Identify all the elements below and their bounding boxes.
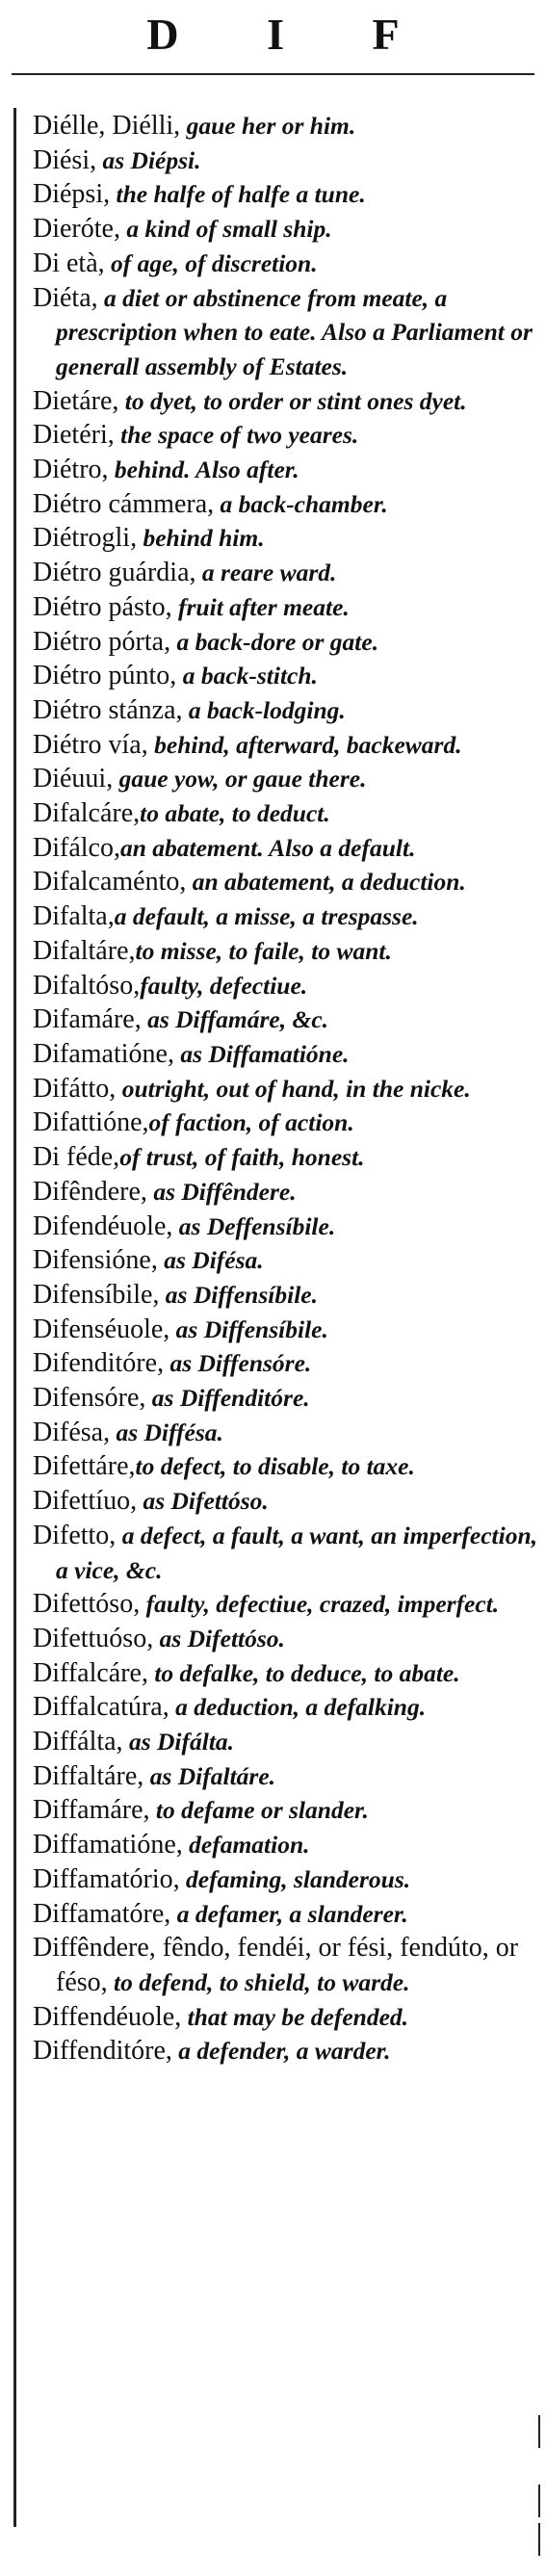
entry-definition: behind, afterward, backeward.	[147, 730, 462, 759]
right-margin-mark	[538, 2485, 546, 2517]
entry-definition: defaming, slanderous.	[179, 1864, 411, 1893]
dictionary-entry	[33, 556, 538, 590]
dictionary-entry	[33, 1140, 538, 1175]
entry-definition: as Difaltáre.	[143, 1761, 276, 1790]
dictionary-entry	[33, 1793, 538, 1828]
right-margin-mark	[538, 2415, 546, 2448]
dictionary-entry	[33, 1690, 538, 1725]
dictionary-entry	[33, 453, 538, 487]
dictionary-entry	[33, 1416, 538, 1450]
entry-headword: Difálco,	[33, 832, 120, 863]
dictionary-entry	[33, 1210, 538, 1244]
entry-definition: faulty, defectiue, crazed, imperfect.	[140, 1590, 500, 1619]
entry-definition: to misse, to faile, to want.	[135, 936, 392, 965]
entry-definition: of faction, of action.	[148, 1108, 354, 1137]
dictionary-entry	[33, 1622, 538, 1656]
entry-headword: Diffamatório,	[33, 1863, 180, 1894]
dictionary-entry	[33, 1897, 538, 1932]
dictionary-entry	[33, 521, 538, 556]
dictionary-entry	[33, 1449, 538, 1484]
dictionary-entry	[33, 247, 538, 281]
entry-definition: as Difésa.	[157, 1246, 264, 1275]
entry-headword: Difettóso,	[33, 1589, 141, 1620]
entry-headword: Di féde,	[33, 1142, 120, 1173]
entry-headword: Diétro vía,	[33, 729, 148, 760]
entry-headword: Difamatióne,	[33, 1038, 174, 1069]
entry-headword: Difenditóre,	[33, 1348, 165, 1379]
entry-definition: behind him.	[137, 524, 265, 553]
entry-headword: Difettáre,	[33, 1451, 136, 1482]
entry-definition: as Difettóso.	[137, 1487, 269, 1516]
dictionary-entry	[33, 2034, 538, 2069]
entry-headword: Difaltóso,	[33, 970, 141, 1001]
dictionary-entry	[33, 625, 538, 660]
entry-headword: Diéuui,	[33, 764, 114, 794]
dictionary-entry	[33, 1072, 538, 1106]
entry-headword: Difensióne,	[33, 1245, 158, 1276]
dictionary-entry	[33, 693, 538, 728]
entry-definition: as Diffenditóre.	[145, 1384, 310, 1413]
dictionary-entry	[33, 728, 538, 763]
entry-headword: Difaltáre,	[33, 935, 136, 966]
dictionary-entry	[33, 969, 538, 1003]
entry-definition: a defect, a fault, a want, an imperfection, a vice, &c.	[56, 1521, 538, 1584]
entry-definition: a deduction, a defalking.	[169, 1693, 427, 1722]
entry-definition: as Diffésa.	[110, 1418, 223, 1446]
entry-headword: Difalcaménto,	[33, 867, 187, 898]
entry-definition: as Diépsi.	[96, 145, 201, 174]
dictionary-entry	[33, 590, 538, 625]
entry-headword: Difátto,	[33, 1073, 117, 1104]
entry-definition: a back-stitch.	[176, 662, 318, 690]
dictionary-entry	[33, 762, 538, 796]
entry-headword: Diffamatóre,	[33, 1898, 171, 1929]
entry-definition: as Difettóso.	[153, 1624, 285, 1652]
entry-headword: Difalta,	[33, 901, 115, 932]
dictionary-entry	[33, 143, 538, 178]
entry-definition: the space of two yeares.	[114, 421, 359, 450]
entry-headword: Diétro,	[33, 455, 109, 485]
dictionary-entry	[33, 796, 538, 831]
entry-headword: Diési,	[33, 144, 97, 175]
dictionary-entry	[33, 384, 538, 419]
dictionary-entry	[33, 281, 538, 384]
entry-headword: Diffalcáre,	[33, 1657, 148, 1688]
left-column-rule	[13, 108, 16, 2527]
entry-headword: Diétro stánza,	[33, 694, 183, 725]
entry-definition: to abate, to deduct.	[140, 799, 330, 828]
entry-definition: of age, of discretion.	[104, 248, 318, 277]
entry-headword: Diétrogli,	[33, 523, 138, 554]
dictionary-entry	[33, 1587, 538, 1622]
entry-definition: as Diffensóre.	[164, 1349, 312, 1378]
entry-headword: Diétro cámmera,	[33, 488, 215, 519]
entry-definition: as Diffamáre, &c.	[141, 1005, 329, 1034]
dictionary-entry	[33, 177, 538, 212]
entry-definition: outright, out of hand, in the nicke.	[116, 1074, 471, 1103]
dictionary-entry	[33, 1656, 538, 1691]
entry-headword: Diétro púnto,	[33, 661, 177, 691]
dictionary-entry	[33, 2000, 538, 2035]
entry-definition: as Diffensíbile.	[159, 1280, 318, 1309]
dictionary-entry	[33, 1346, 538, 1381]
dictionary-entry	[33, 109, 538, 143]
entry-definition: a defamer, a slanderer.	[170, 1899, 408, 1928]
entry-definition: to defect, to disable, to taxe.	[135, 1452, 415, 1481]
entry-headword: Diffêndere, fêndo, fendéi, or fési, fendúto, or féso,	[33, 1933, 519, 1997]
entry-definition: as Diffensíbile.	[169, 1314, 328, 1343]
entry-headword: Diélle, Diélli,	[33, 111, 181, 141]
entry-headword: Difettuóso,	[33, 1623, 154, 1653]
dictionary-entry	[33, 899, 538, 934]
dictionary-entry	[33, 418, 538, 453]
dictionary-entry	[33, 1759, 538, 1794]
entry-definition: to dyet, to order or stint ones dyet.	[118, 386, 467, 415]
header-rule	[12, 73, 534, 75]
entry-headword: Diffamatióne,	[33, 1830, 183, 1860]
entry-headword: Difêndere,	[33, 1176, 147, 1207]
dictionary-entry	[33, 865, 538, 899]
entry-definition: the halfe of halfe a tune.	[110, 180, 366, 209]
dictionary-entry	[33, 1002, 538, 1037]
entry-definition: a diet or abstinence from meate, a prescription when to eate. Also a Parliament or generall assembly of Estates.	[56, 283, 533, 380]
entry-headword: Difetto,	[33, 1520, 117, 1550]
entry-headword: Difamáre,	[33, 1004, 142, 1035]
entry-definition: gaue yow, or gaue there.	[113, 765, 367, 794]
entry-definition: to defame or slander.	[149, 1796, 369, 1825]
entry-headword: Diffaltáre,	[33, 1760, 144, 1791]
entry-headword: Difendéuole,	[33, 1210, 173, 1241]
dictionary-entry	[33, 1725, 538, 1759]
entry-headword: Diffendéuole,	[33, 2001, 182, 2032]
entry-definition: an abatement. Also a default.	[119, 833, 416, 862]
entry-headword: Di età,	[33, 247, 105, 278]
entry-definition: a default, a misse, a trespasse.	[114, 902, 419, 931]
entry-definition: a back-dore or gate.	[170, 627, 379, 656]
entry-definition: a back-chamber.	[214, 489, 388, 518]
entry-definition: to defend, to shield, to warde.	[107, 1967, 410, 1996]
entry-headword: Dietáre,	[33, 385, 119, 416]
entry-headword: Difattióne,	[33, 1107, 149, 1138]
entry-headword: Difensíbile,	[33, 1279, 160, 1310]
entry-definition: of trust, of faith, honest.	[119, 1143, 365, 1172]
entry-headword: Diffenditóre,	[33, 2036, 172, 2067]
entry-definition: a defender, a warder.	[171, 2037, 391, 2066]
dictionary-entry	[33, 1862, 538, 1897]
entry-definition: fruit after meate.	[171, 592, 350, 621]
dictionary-entry	[33, 1106, 538, 1140]
dictionary-entry	[33, 1175, 538, 1210]
dictionary-entry	[33, 659, 538, 693]
entry-headword: Diffálta,	[33, 1727, 123, 1757]
entry-definition: as Deffensíbile.	[172, 1211, 336, 1240]
entry-headword: Dieróte,	[33, 214, 120, 245]
entry-headword: Diétro pásto,	[33, 591, 172, 622]
page-header	[0, 0, 546, 67]
page-title: D I F	[146, 9, 438, 59]
entry-headword: Difensóre,	[33, 1383, 146, 1414]
entry-headword: Difésa,	[33, 1417, 111, 1447]
dictionary-entry	[33, 1313, 538, 1347]
entry-definition: as Diffêndere.	[146, 1177, 297, 1206]
entry-headword: Diffalcatúra,	[33, 1692, 169, 1723]
dictionary-entry	[33, 1037, 538, 1072]
dictionary-entry	[33, 212, 538, 247]
dictionary-entry	[33, 1243, 538, 1278]
entry-headword: Diétro pórta,	[33, 626, 171, 657]
entry-definition: to defalke, to deduce, to abate.	[147, 1658, 460, 1687]
entry-headword: Diffamáre,	[33, 1795, 150, 1826]
entry-headword: Difettíuo,	[33, 1486, 138, 1517]
entry-headword: Difenséuole,	[33, 1314, 170, 1344]
dictionary-entries	[33, 109, 538, 2069]
entry-definition: gaue her or him.	[180, 112, 356, 140]
entry-definition: a kind of small ship.	[119, 215, 332, 244]
dictionary-entry	[33, 1828, 538, 1862]
dictionary-entry	[33, 934, 538, 969]
entry-definition: behind. Also after.	[108, 455, 299, 484]
entry-headword: Diéta,	[33, 282, 98, 313]
entry-definition: a back-lodging.	[182, 695, 346, 724]
entry-definition: as Difálta.	[122, 1728, 235, 1756]
entry-definition: faulty, defectiue.	[140, 971, 308, 1000]
right-margin-mark	[538, 2523, 546, 2556]
entry-headword: Diépsi,	[33, 179, 111, 210]
dictionary-entry	[33, 1931, 538, 1999]
entry-definition: defamation.	[182, 1831, 310, 1860]
dictionary-entry	[33, 1519, 538, 1587]
entry-definition: an abatement, a deduction.	[186, 868, 466, 897]
entry-definition: that may be defended.	[181, 2002, 409, 2031]
dictionary-entry	[33, 1381, 538, 1416]
dictionary-entry	[33, 1484, 538, 1519]
entry-headword: Difalcáre,	[33, 798, 141, 829]
dictionary-entry	[33, 487, 538, 522]
entry-definition: a reare ward.	[195, 559, 337, 587]
entry-headword: Dietéri,	[33, 420, 115, 451]
dictionary-entry	[33, 831, 538, 866]
entry-headword: Diétro guárdia,	[33, 558, 196, 588]
dictionary-entry	[33, 1278, 538, 1313]
entry-definition: as Diffamatióne.	[173, 1039, 350, 1068]
